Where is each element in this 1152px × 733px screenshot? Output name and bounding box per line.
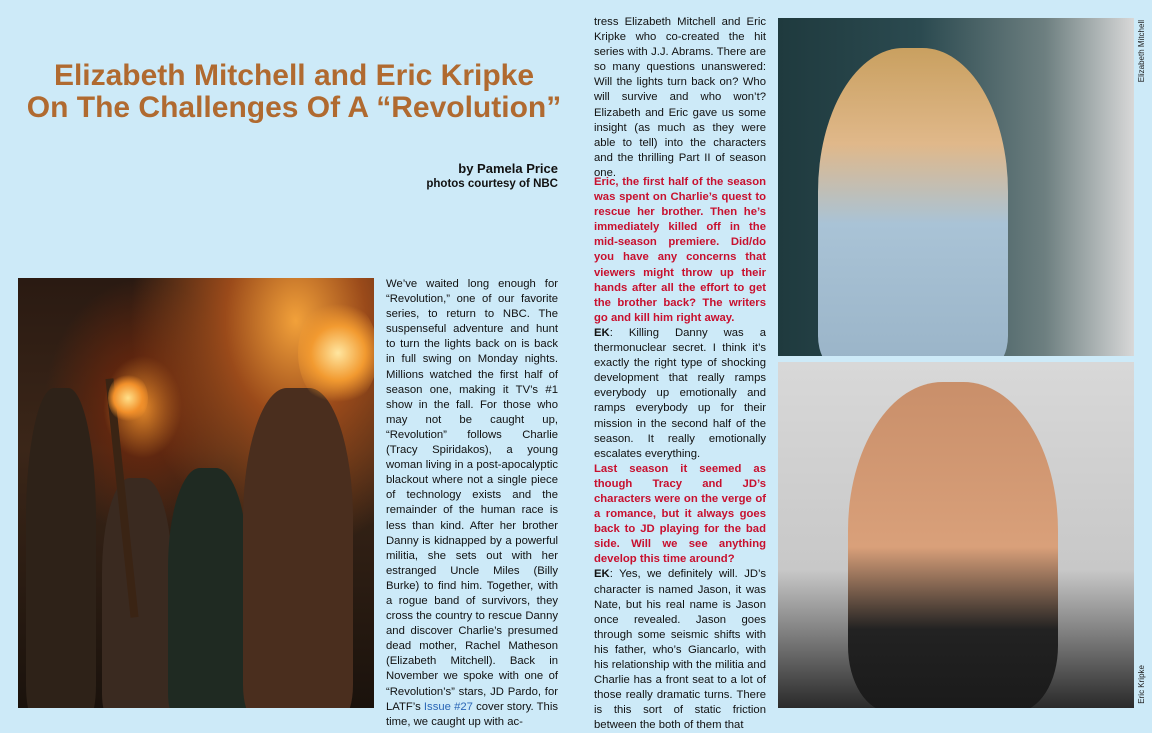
answer-2: [594, 567, 766, 733]
article-title: [14, 60, 574, 124]
photo-credit-mitchell: Elizabeth Mitchell: [1137, 20, 1146, 83]
cast-figure: [168, 468, 248, 708]
flame-icon: [108, 373, 148, 423]
article-column-2-qa: [594, 175, 766, 733]
article-column-2-intro: [594, 15, 766, 181]
photo-credit: photos courtesy of NBC: [426, 178, 558, 190]
photo-credit-kripke: Eric Kripke: [1137, 665, 1146, 704]
answer-label: EK: [594, 568, 610, 581]
cast-figure: [102, 478, 172, 708]
article-column-1: [386, 277, 558, 730]
question-2: Last season it seemed as though Tracy and JD’s characters were on the verge of a romance, but it always goes back to JD playing for the bad side. Will we see anything develop this time around?: [594, 462, 766, 566]
eric-kripke-photo: [778, 362, 1134, 708]
cast-photo: [18, 278, 374, 708]
answer-text: : Killing Danny was a thermonuclear secret. I think it’s exactly the right type of shocking development that really ramps everybody up emotionally and ramps everybody up for their mission in the second half of the season. It really emotionally escalates everything.: [594, 326, 766, 460]
answer-label: EK: [594, 326, 610, 339]
elizabeth-mitchell-photo: [778, 18, 1134, 356]
answer-text: : Yes, we definitely will. JD’s character is named Jason, it was Nate, but his real name is Jason once revealed. Jason goes through some seismic shifts with his father, who’s Giancarlo, with his relationship with the militia and Charlie has a front seat to a lot of those really dramatic turns. There is this sort of static friction between the both of them that: [594, 568, 766, 732]
title-line-2: On The Challenges Of A “Revolution”: [26, 91, 562, 124]
intro-paragraph: [386, 277, 558, 730]
byline: [426, 160, 558, 192]
intro-continued: tress Elizabeth Mitchell and Eric Kripke who co-created the hit series with J.J. Abrams. There are so many questions unanswered: Will the lights turn back on? Who will survive and who won’t? Elizabeth and Eric gave us some insight (as much as they were able to tell) into the characters and the thrilling Part II of season one.: [594, 16, 766, 179]
portrait-figure: [848, 382, 1058, 708]
portrait-figure: [818, 48, 1008, 356]
answer-1: [594, 326, 766, 462]
intro-text: We’ve waited long enough for “Revolution,” one of our favorite series, to return to NBC. The suspenseful adventure and hunt to turn the lights back on is back in full swing on Monday nights. Millions watched the first half of season one, making it TV’s #1 show in the fall. For those who may not be caught up, “Revolution” follows Charlie (Tracy Spiridakos), a young woman living in a post-apocalyptic blackout where not a single piece of technology exists and the remainder of the human race is less than kind. After her brother Danny is kidnapped by a powerful militia, she sets out with her estranged Uncle Miles (Billy Burke) to find him. Together, with a rogue band of survivors, they cross the country to rescue Danny and discover Charlie’s presumed dead mother, Rachel Matheson (Elizabeth Mitchell). Back in November we spoke with one of “Revolution’s” stars, JD Pardo, for LATF’s: [386, 278, 558, 713]
flame-icon: [298, 298, 374, 408]
author: by Pamela Price: [458, 161, 558, 176]
intro-text-end: cover story. This time, we caught up with ac-: [386, 700, 558, 728]
cast-figure: [243, 388, 353, 708]
title-line-1: Elizabeth Mitchell and Eric Kripke: [53, 59, 535, 92]
question-1: Eric, the first half of the season was spent on Charlie’s quest to rescue her brother. Then he’s immediately killed off in the mid-season premiere. Did/do you have any concerns that viewers might throw up their hands after all the effort to get the brother back? The writers go and kill him right away.: [594, 176, 766, 324]
issue-link[interactable]: Issue #27: [423, 700, 473, 713]
cast-figure: [26, 388, 96, 708]
